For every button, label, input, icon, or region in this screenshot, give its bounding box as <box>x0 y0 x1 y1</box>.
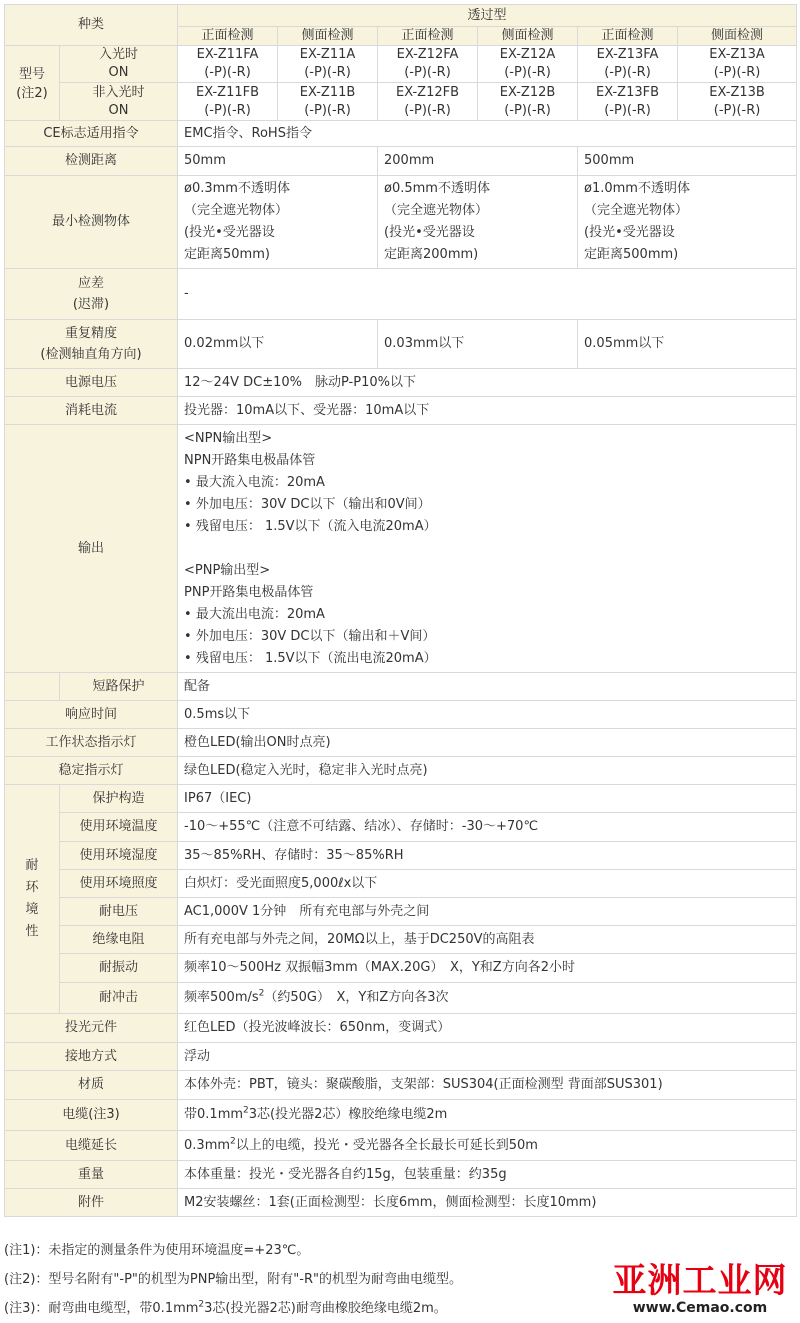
mode-label: 侧面检测 <box>278 27 378 46</box>
repeat-label: 重复精度 (检测轴直角方向) <box>5 320 178 369</box>
short-label: 短路保护 <box>60 673 178 701</box>
cable-value: 带$0.1mm^23$芯(投光器2芯）橡胶绝缘电缆2m <box>178 1100 797 1131</box>
model-row-light-off <box>5 83 797 121</box>
power-value: 12～24V DC±10% 脉动P-P10%以下 <box>178 369 797 397</box>
accessory-row <box>5 1189 797 1217</box>
ground-row <box>5 1043 797 1071</box>
mode-label: 正面检测 <box>378 27 478 46</box>
mode-label: 侧面检测 <box>478 27 578 46</box>
model-cell: EX-Z13FA (-P)(-R) <box>578 46 678 83</box>
env-row-label: 耐电压 <box>60 898 178 926</box>
env-row-label: 绝缘电阻 <box>60 926 178 954</box>
env-row <box>5 842 797 870</box>
env-row <box>5 870 797 898</box>
ce-label: CE标志适用指令 <box>5 121 178 147</box>
kind-label: 种类 <box>5 5 178 46</box>
watermark-url: www.Cemao.com <box>632 1300 768 1316</box>
emitter-label: 投光元件 <box>5 1014 178 1043</box>
mode-label: 正面检测 <box>178 27 278 46</box>
min-object-value: ø0.3mm不透明体 （完全遮光物体） (投光•受光器设 定距离50mm) <box>178 176 378 269</box>
repeat-row <box>5 320 797 369</box>
min-object-label: 最小检测物体 <box>5 176 178 269</box>
model-cell: EX-Z11FA (-P)(-R) <box>178 46 278 83</box>
distance-row <box>5 147 797 176</box>
min-object-value: ø1.0mm不透明体 （完全遮光物体） (投光•受光器设 定距离500mm) <box>578 176 797 269</box>
op-led-value: 橙色LED(输出ON时点亮) <box>178 729 797 757</box>
short-row <box>5 673 797 701</box>
current-row <box>5 397 797 425</box>
distance-value: 200mm <box>378 147 578 176</box>
power-row <box>5 369 797 397</box>
env-row-value: 频率$500m/s^2$（约50G） X，Y和Z方向各3次 <box>178 983 797 1014</box>
short-value: 配备 <box>178 673 797 701</box>
ce-row <box>5 121 797 147</box>
distance-value: 50mm <box>178 147 378 176</box>
extend-label: 电缆延长 <box>5 1131 178 1161</box>
repeat-value: 0.02mm以下 <box>178 320 378 369</box>
response-label: 响应时间 <box>5 701 178 729</box>
short-blank <box>5 673 60 701</box>
footnotes <box>4 1236 604 1323</box>
weight-row <box>5 1161 797 1189</box>
power-label: 电源电压 <box>5 369 178 397</box>
env-row-label: 耐冲击 <box>60 983 178 1014</box>
ce-value: EMC指令、RoHS指令 <box>178 121 797 147</box>
env-row-value: 所有充电部与外壳之间，20MΩ以上，基于DC250V的高阻表 <box>178 926 797 954</box>
cable-label: 电缆(注3) <box>5 1100 178 1131</box>
env-row <box>5 898 797 926</box>
model-cell: EX-Z12A (-P)(-R) <box>478 46 578 83</box>
model-label: 型号 (注2) <box>5 46 60 121</box>
footnote-2: (注2)：型号名附有"-P"的机型为PNP输出型，附有"-R"的机型为耐弯曲电缆型。 <box>4 1272 462 1287</box>
hysteresis-row <box>5 269 797 320</box>
op-led-row <box>5 729 797 757</box>
current-label: 消耗电流 <box>5 397 178 425</box>
emitter-value: 红色LED（投光波峰波长：650nm，变调式） <box>178 1014 797 1043</box>
distance-label: 检测距离 <box>5 147 178 176</box>
repeat-value: 0.03mm以下 <box>378 320 578 369</box>
env-label: 耐 环 境 性 <box>5 785 60 1014</box>
header-row-1 <box>5 5 797 27</box>
env-row-value: IP67（IEC) <box>178 785 797 813</box>
env-row-value: -10～+55℃（注意不可结露、结冰）、存储时：-30～+70℃ <box>178 813 797 842</box>
env-row-value: AC1,000V 1分钟 所有充电部与外壳之间 <box>178 898 797 926</box>
ground-value: 浮动 <box>178 1043 797 1071</box>
spec-table <box>4 4 797 1217</box>
mode-label: 正面检测 <box>578 27 678 46</box>
model-row-light-on <box>5 46 797 83</box>
model-cell: EX-Z13B (-P)(-R) <box>678 83 797 121</box>
extend-value: $0.3mm^2$以上的电缆，投光・受光器各全长最长可延长到50m <box>178 1131 797 1161</box>
material-row <box>5 1071 797 1100</box>
hysteresis-value: - <box>178 269 797 320</box>
model-cell: EX-Z13A (-P)(-R) <box>678 46 797 83</box>
model-cell: EX-Z12FA (-P)(-R) <box>378 46 478 83</box>
env-row <box>5 785 797 813</box>
through-beam-label: 透过型 <box>178 5 797 27</box>
env-row-label: 使用环境温度 <box>60 813 178 842</box>
response-row <box>5 701 797 729</box>
footnote-1: (注1)：未指定的测量条件为使用环境温度=+23℃。 <box>4 1243 310 1258</box>
watermark-logo <box>610 1262 790 1317</box>
env-row <box>5 813 797 842</box>
env-row-value: 35～85%RH、存储时：35～85%RH <box>178 842 797 870</box>
mode-label: 侧面检测 <box>678 27 797 46</box>
model-cell: EX-Z11A (-P)(-R) <box>278 46 378 83</box>
ground-label: 接地方式 <box>5 1043 178 1071</box>
repeat-value: 0.05mm以下 <box>578 320 797 369</box>
model-cell: EX-Z11B (-P)(-R) <box>278 83 378 121</box>
material-value: 本体外壳：PBT，镜头：聚碳酸脂，支架部：SUS304(正面检测型 背面部SUS301) <box>178 1071 797 1100</box>
op-led-label: 工作状态指示灯 <box>5 729 178 757</box>
stab-led-row <box>5 757 797 785</box>
light-off-label: 非入光时 ON <box>60 83 178 121</box>
emitter-row <box>5 1014 797 1043</box>
weight-value: 本体重量：投光・受光器各自约15g，包装重量：约35g <box>178 1161 797 1189</box>
model-cell: EX-Z12B (-P)(-R) <box>478 83 578 121</box>
min-object-row <box>5 176 797 269</box>
env-row-label: 使用环境湿度 <box>60 842 178 870</box>
env-row-label: 耐振动 <box>60 954 178 983</box>
accessory-value: M2安装螺丝：1套(正面检测型：长度6mm，侧面检测型：长度10mm) <box>178 1189 797 1217</box>
env-row <box>5 926 797 954</box>
env-row-label: 使用环境照度 <box>60 870 178 898</box>
response-value: 0.5ms以下 <box>178 701 797 729</box>
env-row <box>5 954 797 983</box>
current-value: 投光器：10mA以下、受光器：10mA以下 <box>178 397 797 425</box>
env-row-shock <box>5 983 797 1014</box>
min-object-value: ø0.5mm不透明体 （完全遮光物体） (投光•受光器设 定距离200mm) <box>378 176 578 269</box>
env-row-value: 白炽灯：受光面照度5,000ℓx以下 <box>178 870 797 898</box>
accessory-label: 附件 <box>5 1189 178 1217</box>
weight-label: 重量 <box>5 1161 178 1189</box>
output-row <box>5 425 797 673</box>
watermark-name: 亚洲工业网 <box>612 1261 788 1301</box>
model-cell: EX-Z13FB (-P)(-R) <box>578 83 678 121</box>
stab-led-value: 绿色LED(稳定入光时，稳定非入光时点亮) <box>178 757 797 785</box>
hysteresis-label: 应差 (迟滞) <box>5 269 178 320</box>
material-label: 材质 <box>5 1071 178 1100</box>
cable-row <box>5 1100 797 1131</box>
footnote-3: (注3)：耐弯曲电缆型，带$0.1mm^23$芯(投光器2芯)耐弯曲橡胶绝缘电缆2m。 <box>4 1299 447 1316</box>
model-cell: EX-Z12FB (-P)(-R) <box>378 83 478 121</box>
stab-led-label: 稳定指示灯 <box>5 757 178 785</box>
extend-row <box>5 1131 797 1161</box>
output-value: <NPN输出型> NPN开路集电极晶体管 • 最大流入电流：20mA • 外加电压：30V DC以下（输出和0V间） • 残留电压： 1.5V以下（流入电流20mA） <PNP输出型> PNP开路集电极晶体管 • 最大流出电流：20mA • 外加电压：30V DC以下（输出和＋V间） • 残留电压： 1.5V以下（流出电流20mA） <box>178 425 797 673</box>
distance-value: 500mm <box>578 147 797 176</box>
env-row-label: 保护构造 <box>60 785 178 813</box>
env-row-value: 频率10～500Hz 双振幅3mm（MAX.20G） X，Y和Z方向各2小时 <box>178 954 797 983</box>
light-on-label: 入光时 ON <box>60 46 178 83</box>
model-cell: EX-Z11FB (-P)(-R) <box>178 83 278 121</box>
output-label: 输出 <box>5 425 178 673</box>
